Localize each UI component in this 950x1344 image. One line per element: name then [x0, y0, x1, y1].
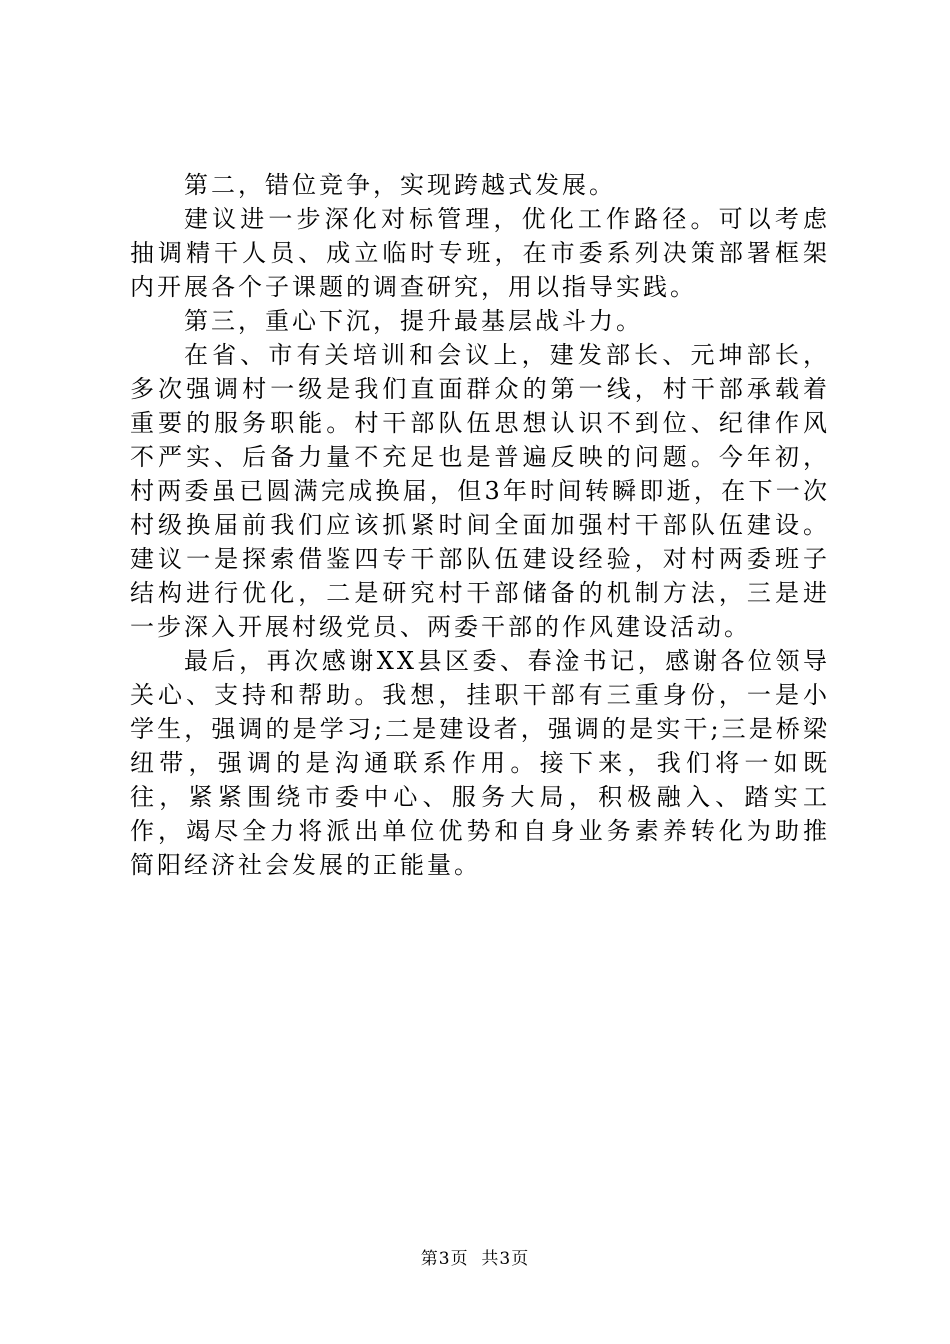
paragraph-closing: 最后，再次感谢XX县区委、春淦书记，感谢各位领导关心、支持和帮助。我想，挂职干部有三重身份，一是小学生，强调的是学习;二是建设者，强调的是实干;三是桥梁纽带，强调的是沟通联系作用。接下来，我们将一如既往，紧紧围绕市委中心、服务大局，积极融入、踏实工作，竭尽全力将派出单位优势和自身业务素养转化为助推简阳经济社会发展的正能量。 [130, 647, 830, 879]
paragraph-heading-3: 第三，重心下沉，提升最基层战斗力。 [184, 307, 643, 335]
page-number-footer: 第3页 共3页 [420, 1249, 530, 1269]
paragraph-heading-2: 第二，错位竞争，实现跨越式发展。 [184, 171, 616, 199]
paragraph-body-1: 建议进一步深化对标管理，优化工作路径。可以考虑抽调精干人员、成立临时专班，在市委系列决策部署框架内开展各个子课题的调查研究，用以指导实践。 [130, 205, 830, 301]
paragraph-body-2: 在省、市有关培训和会议上，建发部长、元坤部长，多次强调村一级是我们直面群众的第一线，村干部承载着重要的服务职能。村干部队伍思想认识不到位、纪律作风不严实、后备力量不充足也是普遍反映的问题。今年初，村两委虽已圆满完成换届，但3年时间转瞬即逝，在下一次村级换届前我们应该抓紧时间全面加强村干部队伍建设。建议一是探索借鉴四专干部队伍建设经验，对村两委班子结构进行优化，二是研究村干部储备的机制方法，三是进一步深入开展村级党员、两委干部的作风建设活动。 [130, 341, 830, 641]
document-body [130, 168, 830, 882]
